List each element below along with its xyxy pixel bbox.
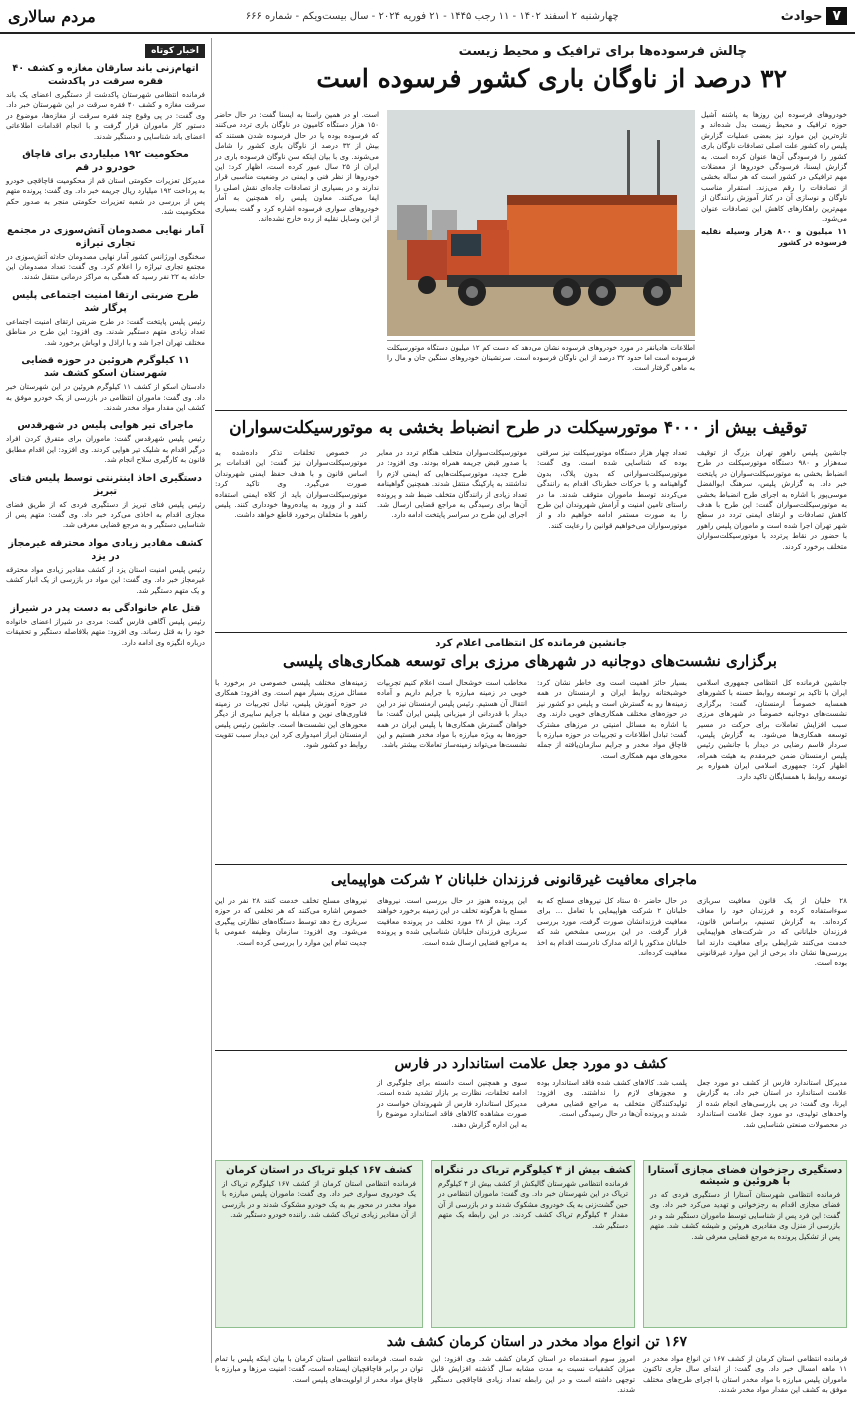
box-title: کشف بیش از ۴ کیلوگرم تریاک در تنگراه	[434, 1165, 632, 1176]
story-kerman-headline: ۱۶۷ تن انواع مواد مخدر در استان کرمان کشف شد	[386, 1334, 687, 1350]
sidebar-item-text: دادستان اسکو از کشف ۱۱ کیلوگرم هروئین در این شهرستان خبر داد. وی گفت: ماموران انتظامی در بازرسی از یک خودرو موفق به کشف این مقدار مواد مخدر شدند.	[6, 382, 206, 412]
box-text: فرمانده انتظامی شهرستان گالیکش از کشف بیش از ۴ کیلوگرم تریاک در این شهرستان خبر داد. وی گفت: ماموران انتظامی در حین گشت‌زنی به یک خودروی مشکوک شدند و در بازرسی از آن مقدار ۴ کیلوگرم تریاک کشف کردند. در این رابطه یک متهم دستگیر شد.	[438, 1179, 629, 1230]
story-police-col-2: بسیار حائز اهمیت است وی خاطر نشان کرد: خوشبختانه روابط ایران و ارمنستان در همه زمینه‌ها رو به گسترش است و پلیس دو کشور نیز در حوزه‌های مختلف همکاری‌های خوبی دارند. وی با اشاره به مسائل امنیتی در مرزهای مشترک گفت: تبادل اطلاعات و تجربیات در حوزه مبارزه با قاچاق مواد مخدر و جرایم سازمان‌یافته از جمله محورهای مهم همکاری است.	[537, 678, 687, 760]
lead-kicker: چالش فرسوده‌ها برای ترافیک و محیط زیست	[458, 44, 747, 59]
sidebar-item-text: رئیس پلیس آگاهی فارس گفت: مردی در شیراز اعضای خانواده خود را به قتل رساند. وی افزود: متهم بلافاصله دستگیر و تحقیقات درباره انگیزه وی ادامه دارد.	[6, 616, 205, 647]
sidebar-item-title: ۱۱ کیلوگرم هروئین در حوزه قضایی شهرستان اسکو کشف شد	[21, 355, 190, 380]
masthead	[0, 0, 855, 34]
truck-illustration	[387, 110, 695, 336]
page-number: ۷	[826, 7, 847, 25]
sidebar-item-title: ماجرای تیر هوایی پلیس در شهرقدس	[17, 420, 194, 432]
story-standard-col-1: مدیرکل استاندارد فارس از کشف دو مورد جعل علامت استاندارد در استان خبر داد. به گزارش ایرنا، وی گفت: در پی بازرسی‌های انجام شده از واحدهای تولیدی، دو مورد جعل علامت استاندارد در محصولات صنعتی شناسایی شد.	[697, 1078, 847, 1129]
divider	[215, 632, 847, 633]
story-motorcycle-headline: توقیف بیش از ۴۰۰۰ موتورسیکلت در طرح انضباط بخشی به موتورسیکلت‌سواران	[229, 418, 807, 438]
lead-body-right	[701, 110, 847, 402]
dateline: چهارشنبه ۲ اسفند ۱۴۰۲ - ۱۱ رجب ۱۴۴۵ - ۲۱ فوریه ۲۰۲۴ - سال بیست‌ویکم - شماره ۶۶۶	[245, 10, 619, 22]
lead-body-left: است. او در همین راستا به ایسنا گفت: در حال حاضر ۱۵۰ هزار دستگاه کامیون در ناوگان باری تردد می‌کنند که فرسوده بوده یا در حال فرسوده شدن هستند که بیش از ۳۲ درصد از ناوگان باری کشور را شامل می‌شوند. وی با بیان اینکه سن ناوگان فرسوده باری در ایران از ۲۵ سال عبور کرده است، اظهار کرد: این خودروها از نظر فنی و ایمنی در وضعیت مناسبی قرار ندارند و در بسیاری از تصادفات جاده‌ای نقش اصلی را ایفا می‌کنند. معاون پلیس راه همچنین به آمار خودروهای سواری فرسوده اشاره کرد و گفت بسیاری از این وسایل نقلیه از رده خارج نشده‌اند.	[215, 110, 379, 224]
sidebar-item	[6, 472, 205, 531]
sidebar-item-title: اتهام‌زنی باند سارقان مغازه و کشف ۴۰ فقره سرقت در پاکدشت	[12, 63, 199, 87]
story-police-kicker: جانشین فرمانده کل انتظامی اعلام کرد	[435, 638, 627, 649]
lead-subhead: ۱۱ میلیون و ۸۰۰ هزار وسیله نقلیه فرسوده در کشور	[701, 227, 847, 247]
sidebar-item-title: دستگیری اخاذ اینترنتی توسط پلیس فتای تبریز	[9, 472, 202, 497]
lead-photo-caption: اطلاعات هادیانفر در مورد خودروهای فرسوده نشان می‌دهد که دست کم ۱۲ میلیون دستگاه موتورسیکلت فرسوده است اما حدود ۳۲ درصد از این ناوگان فرسوده است. سرنشینان خودروهای سنگین جان و مال را به ماهی گرفتار است.	[387, 340, 695, 373]
sidebar-item-title: کشف مقادیر زیادی مواد محترقه غیرمجاز در یزد	[8, 537, 203, 562]
sidebar-item-text: رئیس پلیس فتای تبریز از دستگیری فردی که از طریق فضای مجازی اقدام به اخاذی می‌کرد خبر داد. وی گفت: متهم پس از شناسایی دستگیر و به مرجع قضایی معرفی شد.	[6, 499, 205, 530]
divider	[215, 410, 847, 411]
main-content	[215, 38, 848, 1395]
story-pilots-col-3: این پرونده هنوز در حال بررسی است. نیروهای مسلح با هرگونه تخلف در این زمینه برخورد خواهند کرد. بیش از ۲۸ مورد تخلف در پرونده معافیت سربازی فرزندان خلبانان شناسایی شده و پرونده به مراجع قضایی ارسال شده است.	[377, 896, 527, 947]
sidebar-item-text: مدیرکل تعزیرات حکومتی استان قم از محکومیت قاچاقچی خودرو به پرداخت ۱۹۲ میلیارد ریال جریمه خبر داد. وی گفت: پرونده متهم پس از بررسی در شعبه تعزیرات حکومتی منجر به صدور حکم محکومیت شد.	[6, 176, 205, 217]
sidebar-item-text: رئیس پلیس پایتخت گفت: در طرح ضربتی ارتقای امنیت اجتماعی تعداد زیادی متهم دستگیر شدند. وی افزود: این طرح در مناطق مختلف تهران اجرا شد و با اراذل و اوباش برخورد شد.	[6, 316, 205, 347]
box-text: فرمانده انتظامی استان کرمان از کشف ۱۶۷ کیلوگرم تریاک از یک خودروی سواری خبر داد. وی گفت: ماموران پلیس مبارزه با مواد مخدر در محور بم به یک خودرو مشکوک شدند و در بازرسی از آن مقادیر زیادی تریاک کشف شد. راننده خودرو دستگیر شد.	[222, 1179, 416, 1220]
story-pilots-col-1: ۲۸ خلبان از یک قانون معافیت سربازی سوءاستفاده کرده و فرزندان خود را معاف کرده‌اند. به گزارش تسنیم، براساس قانون، فرزندان خلبانانی که در شرکت‌های هواپیمایی خدمت می‌کنند شرایطی برای معافیت دارند اما بررسی‌ها نشان داد برخی از این موارد غیرقانونی بوده است.	[697, 896, 847, 968]
lead-body-text: خودروهای فرسوده این روزها به پاشنه آشیل حوزه ترافیک و محیط زیست بدل شده‌اند و تازه‌ترین این موارد نیز بعضی عملیات گزارش پلیس راه کشور علت اصلی تصادفات ناوگان باری کشور را فرسودگی آن‌ها عنوان کرده است. به گزارش ایسنا، فرسودگی خودروها از معضلات مهم ترافیکی در کشور است که هر ساله بخشی از تصادفات را رقم می‌زند. استقرار مناسب ناوگان و نوسازی آن در کنار آموزش رانندگان از مهم‌ترین راهکارهای کاهش این تصادفات عنوان می‌شود.	[700, 110, 847, 224]
story-kerman-col-1: فرمانده انتظامی استان کرمان از کشف ۱۶۷ تن انواع مواد مخدر در ۱۱ ماهه امسال خبر داد. وی گفت: از ابتدای سال جاری تاکنون ماموران پلیس مبارزه با مواد مخدر استان با اجرای طرح‌های مختلف موفق به کشف این مقدار مواد مخدر شدند.	[643, 1354, 848, 1395]
box-title: دستگیری رجزخوان فضای مجازی آستارا با هروئین و شیشه	[647, 1165, 843, 1187]
sidebar-item-text: رئیس پلیس امنیت استان یزد از کشف مقادیر زیادی مواد محترقه غیرمجاز خبر داد. وی گفت: این مواد در بازرسی از یک انبار کشف و یک متهم دستگیر شد.	[6, 564, 205, 595]
box-text: فرمانده انتظامی شهرستان آستارا از دستگیری فردی که در فضای مجازی اقدام به رجزخوانی و تهدید می‌کرد خبر داد. وی گفت: این فرد پس از شناسایی توسط ماموران دستگیر شد و در بازرسی از منزل وی مقادیری هروئین و شیشه کشف شد. متهم پس از تشکیل پرونده به مرجع قضایی معرفی شد.	[650, 1190, 840, 1241]
lead-headline: ۳۲ درصد از ناوگان باری کشور فرسوده است	[316, 64, 787, 93]
sidebar-item-title: محکومیت ۱۹۲ میلیاردی برای قاچاق خودرو در قم	[22, 149, 189, 174]
section-name: حوادث	[780, 8, 823, 24]
sidebar-item-text: سخنگوی اورژانس کشور آمار نهایی مصدومان حادثه آتش‌سوزی در مجتمع تجاری تیراژه را اعلام کرد. وی گفت: تعداد مصدومان این حادثه به ۲۲ نفر رسید که همگی به مراکز درمانی منتقل شدند.	[6, 251, 205, 282]
story-motorcycle-col-1: جانشین پلیس راهور تهران بزرگ از توقیف سه‌هزار و ۹۸۰ دستگاه موتورسیکلت در طرح انضباط بخشی به موتورسیکلت‌سواران در پایتخت خبر داد. به گزارش پلیس، سرهنگ ابوالفضل موسی‌پور با اشاره به اجرای طرح انضباط بخشی به موتورسیکلت‌سواران گفت: این طرح با هدف کاهش تصادفات و ارتقای ایمنی تردد در سطح شهر تهران اجرا شده است و ماموران پلیس راهور با حضور در نقاط پرتردد با موتورسیکلت‌سواران متخلف برخورد کردند.	[697, 448, 847, 551]
story-motorcycle-col-2: تعداد چهار هزار دستگاه موتورسیکلت نیز سرقتی بوده که شناسایی شده است. وی گفت: موتورسیکلت‌سوارانی که بدون پلاک، بدون گواهینامه و با حرکات خطرناک اقدام به رانندگی می‌کردند توسط ماموران متوقف شدند. ما در راستای تامین امنیت و آرامش شهروندان این طرح را به صورت مستمر ادامه خواهیم داد و از موتورسواران می‌خواهیم قوانین را رعایت کنند.	[537, 448, 687, 530]
story-standard-headline: کشف دو مورد جعل علامت استاندارد در فارس	[394, 1056, 667, 1072]
story-standard-col-3: سوی و همچنین است دانسته برای جلوگیری از ادامه تخلفات، نظارت بر بازار تشدید شده است. مدیرکل استاندارد فارس از شهروندان خواست در صورت مشاهده کالاهای فاقد استاندارد موضوع را به این اداره گزارش دهند.	[377, 1078, 527, 1129]
sidebar-item-text: فرمانده انتظامی شهرستان پاکدشت از دستگیری اعضای یک باند سرقت مغازه و کشف ۴۰ فقره سرقت در این شهرستان خبر داد. وی گفت: در پی وقوع چند فقره سرقت از مغازه‌ها، موضوع در دستور کار ماموران قرار گرفت و با انجام اقدامات اطلاعاتی اعضای باند شناسایی و دستگیر شدند.	[6, 90, 206, 141]
story-motorcycle-col-3: موتورسیکلت‌سواران متخلف هنگام تردد در معابر با صدور قبض جریمه همراه بودند. وی افزود: در طرح جدید، موتورسیکلت‌هایی که ایمنی لازم را نداشتند به پارکینگ منتقل شدند. همچنین گواهینامه تعداد زیادی از رانندگان متخلف ضبط شد و پرونده آن‌ها برای رسیدگی به مراجع قضایی ارسال شد. اجرای این طرح در سراسر پایتخت ادامه دارد.	[377, 448, 527, 520]
divider	[215, 1050, 847, 1051]
sidebar-item-title: قتل عام خانوادگی به دست پدر در شیراز	[10, 602, 201, 614]
sidebar-item	[6, 602, 205, 648]
news-box-astara	[643, 1160, 847, 1328]
story-pilots-col-4: نیروهای مسلح تخلف خدمت کنند ۲۸ نفر در این خصوص اشاره می‌کنند که هر تخلفی که در حوزه سربازی رخ دهد توسط دستگاه‌های نظارتی پیگیری می‌شود. وی افزود: سازمان وظیفه عمومی با جدیت تمام این موارد را بررسی کرده است.	[215, 896, 367, 947]
section-tag	[781, 7, 847, 25]
divider	[215, 864, 847, 865]
story-motorcycle-col-4: در خصوص تخلفات تذکر داده‌شده به موتورسیکلت‌سواران نیز گفت: این اقدامات بر اساس قانون و با هدف حفظ ایمنی شهروندان صورت می‌گیرد. وی تاکید کرد: موتورسیکلت‌سواران باید از کلاه ایمنی استفاده کنند و از ورود به پیاده‌روها خودداری کنند. پلیس راهور با متخلفان برخورد قاطع خواهد داشت.	[215, 448, 367, 520]
story-kerman-col-2: امروز سوم اسفندماه در استان کرمان کشف شد. وی افزود: این میزان کشفیات نسبت به مدت مشابه سال گذشته افزایش قابل توجهی داشته است و در این رابطه تعداد زیادی قاچاقچی دستگیر شدند.	[431, 1354, 635, 1395]
story-police-col-1: جانشین فرمانده کل انتظامی جمهوری اسلامی ایران با تاکید بر توسعه روابط حسنه با کشورهای همسایه خصوصاً ارمنستان، گفت: برگزاری نشست‌های دوجانبه خصوصاً در شهرهای مرزی سبب افزایش تعاملات برای حرکت در مسیر توسعه همکاری‌ها می‌شود. به گزارش پلیس، سردار قاسم رضایی در دیدار با جانشین رئیس پلیس ارمنستان ضمن خیرمقدم به هیئت همراه، اظهار کرد: جمهوری اسلامی ایران همواره بر توسعه روابط با همسایگان تاکید دارد.	[697, 678, 847, 781]
sidebar-header: اخبار کوتاه	[145, 44, 205, 58]
story-police-headline: برگزاری نشست‌های دوجانبه در شهرهای مرزی برای توسعه همکاری‌های پلیسی	[283, 652, 777, 670]
story-pilots-headline: ماجرای معافیت غیرقانونی فرزندان خلبانان ۲ شرکت هواپیمایی	[331, 872, 697, 888]
news-box-opium-kerman	[215, 1160, 423, 1328]
sidebar-item	[6, 62, 205, 142]
story-police-col-3: مخاطب است خوشحال است اعلام کنیم تجربیات خوبی در زمینه مبارزه با جرایم داریم و آماده انتقال آن هستیم. رئیس پلیس ارمنستان نیز در این دیدار با قدردانی از میزبانی پلیس ایران گفت: ما خواهان گسترش همکاری‌ها با پلیس ایران در همه حوزه‌ها به ویژه مبارزه با مواد مخدر هستیم و این نشست‌ها می‌تواند زمینه‌ساز تعاملات بیشتر باشد.	[377, 678, 527, 750]
sidebar-item	[6, 224, 205, 283]
sidebar-item-text: رئیس پلیس شهرقدس گفت: ماموران برای متفرق کردن افراد درگیر اقدام به شلیک تیر هوایی کردند. وی افزود: این اقدام مطابق قانون به کارگیری سلاح انجام شد.	[6, 434, 205, 465]
story-pilots-col-2: در حال حاضر ۵۰ ستاد کل نیروهای مسلح که به خلبانان ۲ شرکت هواپیمایی با تعامل ... برای معافیت فرزندانشان صورت گرفت، مورد بررسی قرار گرفت. در این بررسی مشخص شد که خلبانان مذکور با ارائه مدارک نادرست اقدام به اخذ معافیت کرده‌اند.	[537, 896, 687, 958]
news-box-opium-tangrah	[431, 1160, 635, 1328]
sidebar-item	[6, 289, 205, 348]
sidebar-item	[6, 419, 205, 465]
story-police-col-4: زمینه‌های مختلف پلیسی خصوصی در برخورد با مسائل مرزی بسیار مهم است. وی افزود: همکاری در حوزه آموزش پلیس، تبادل تجربیات در زمینه فناوری‌های نوین و مقابله با جرایم سایبری از دیگر محورهای این نشست‌ها است. جانشین رئیس پلیس ارمنستان ابراز امیدواری کرد این دیدار سبب تقویت روابط دو کشور شود.	[215, 678, 367, 750]
sidebar-item-title: طرح ضربتی ارتقا امنیت اجتماعی پلیس پرگار شد	[12, 289, 199, 314]
newspaper-logo: مردم سالاری	[8, 6, 96, 26]
sidebar-item	[6, 354, 205, 413]
sidebar-item-title: آمار نهایی مصدومان آتش‌سوزی در مجتمع تجاری تیراژه	[7, 224, 204, 249]
story-kerman-col-3: شده است. فرمانده انتظامی استان کرمان با بیان اینکه پلیس با تمام توان در برابر قاچاقچیان ایستاده است، گفت: امنیت مرزها و مبارزه با قاچاق مواد مخدر از اولویت‌های پلیس است.	[215, 1354, 423, 1384]
sidebar-short-news	[6, 38, 212, 1363]
box-title: کشف ۱۶۷ کیلو تریاک در استان کرمان	[225, 1165, 413, 1176]
sidebar-item	[6, 148, 205, 218]
story-standard-col-2: پلمب شد. کالاهای کشف شده فاقد استاندارد بوده و مجوزهای لازم را نداشتند. وی افزود: تولیدکنندگان متخلف به مراجع قضایی معرفی شدند و پرونده آن‌ها در حال رسیدگی است.	[537, 1078, 687, 1119]
lead-photo-truck	[387, 110, 695, 336]
sidebar-item	[6, 537, 205, 596]
